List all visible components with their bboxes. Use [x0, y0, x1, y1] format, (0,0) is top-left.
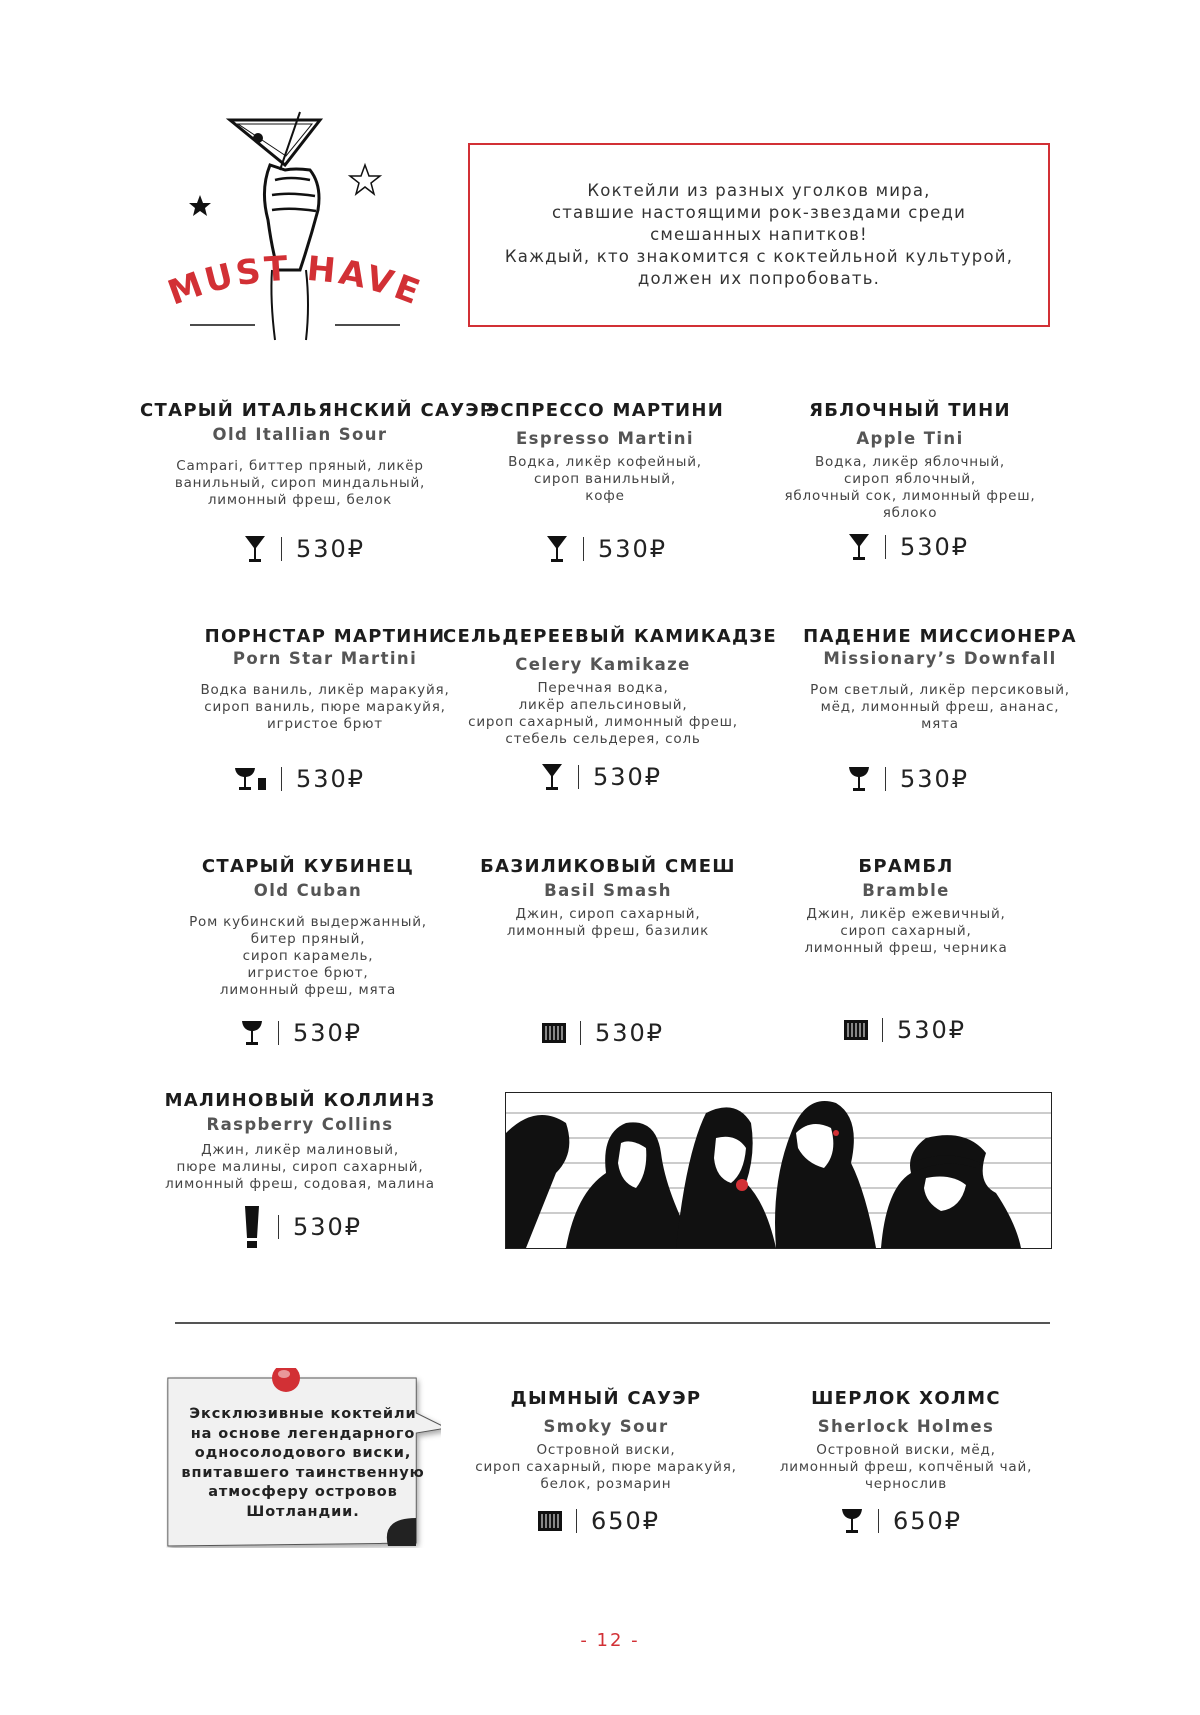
- svg-text:MUST HAVE: [163, 249, 428, 314]
- cocktail-name: ДЫМНЫЙ САУЭР: [510, 1388, 702, 1409]
- divider: [885, 767, 886, 791]
- price: 530₽: [293, 1213, 363, 1241]
- price-row: [838, 1504, 962, 1538]
- price-row: [845, 762, 969, 796]
- price-row: [845, 530, 969, 564]
- cocktail-item: [446, 1388, 766, 1493]
- price-row: [241, 532, 365, 566]
- divider: [882, 1018, 883, 1042]
- cocktail-name: БАЗИЛИКОВЫЙ СМЕШ: [480, 856, 736, 877]
- cocktail-name: БРАМБЛ: [858, 856, 954, 877]
- divider: [576, 1509, 577, 1533]
- price: 650₽: [591, 1507, 661, 1535]
- cocktail-item: [746, 1388, 1066, 1493]
- price-row: [842, 1013, 966, 1047]
- cocktail-ingredients: Перечная водка, ликёр апельсиновый, сироп сахарный, лимонный фреш, стебель сельдерея, соль: [468, 680, 738, 747]
- martini-glass-icon: [538, 762, 566, 792]
- divider: [281, 767, 282, 791]
- cocktail-name: ШЕРЛОК ХОЛМС: [811, 1388, 1001, 1409]
- logo-text: MUST HAVE: [162, 248, 428, 314]
- cocktail-ingredients: Островной виски, мёд, лимонный фреш, копчёный чай, чернослив: [779, 1442, 1033, 1492]
- cocktail-name: ЭСПРЕССО МАРТИНИ: [485, 400, 725, 421]
- price: 530₽: [593, 763, 663, 791]
- cocktail-name: МАЛИНОВЫЙ КОЛЛИНЗ: [164, 1090, 436, 1111]
- martini-glass-icon: [543, 534, 571, 564]
- cocktail-english-name: Old Itallian Sour: [212, 425, 388, 444]
- cocktail-name: СТАРЫЙ КУБИНЕЦ: [201, 856, 415, 877]
- cocktail-name: ПАДЕНИЕ МИССИОНЕРА: [803, 626, 1077, 647]
- cocktail-ingredients: Campari, биттер пряный, ликёр ванильный, сироп миндальный, лимонный фреш, белок: [174, 458, 426, 508]
- price: 530₽: [897, 1016, 967, 1044]
- cocktail-item: [140, 400, 495, 509]
- cocktail-item: [165, 626, 485, 733]
- price-row: [540, 1016, 664, 1050]
- cocktail-english-name: Espresso Martini: [516, 429, 694, 448]
- cocktail-item: [445, 400, 765, 505]
- divider: [578, 765, 579, 789]
- price-row: [536, 1504, 660, 1538]
- cocktail-english-name: Porn Star Martini: [232, 649, 418, 668]
- cocktail-ingredients: Ром кубинский выдержанный, битер пряный, сироп карамель, игристое брют, лимонный фреш, мята: [189, 914, 427, 998]
- cocktail-english-name: Bramble: [862, 881, 950, 900]
- price: 650₽: [893, 1507, 963, 1535]
- coupe-glass-icon: [238, 1018, 266, 1048]
- coupe-and-shot-icon: [233, 764, 269, 794]
- price: 530₽: [296, 765, 366, 793]
- cocktail-english-name: Smoky Sour: [543, 1417, 669, 1436]
- cocktail-english-name: Sherlock Holmes: [817, 1417, 995, 1436]
- divider: [281, 537, 282, 561]
- people-illustration: [505, 1092, 1052, 1249]
- divider: [580, 1021, 581, 1045]
- price: 530₽: [900, 765, 970, 793]
- martini-glass-icon: [845, 532, 873, 562]
- price-row: [238, 1205, 362, 1249]
- intro-text: Коктейли из разных уголков мира, ставшие настоящими рок-звездами среди смешанных напитков! Каждый, кто знакомится с коктейльной культурой, должен их попробовать.: [504, 181, 1014, 288]
- cocktail-name: СТАРЫЙ ИТАЛЬЯНСКИЙ САУЭР: [140, 400, 495, 421]
- divider: [878, 1509, 879, 1533]
- cocktail-english-name: Celery Kamikaze: [515, 655, 691, 674]
- cocktail-name: СЕЛЬДЕРЕЕВЫЙ КАМИКАДЗЕ: [443, 626, 777, 647]
- price: 530₽: [296, 535, 366, 563]
- rocks-glass-icon: [540, 1018, 568, 1048]
- divider: [278, 1215, 279, 1239]
- cocktail-english-name: Missionary’s Downfall: [823, 649, 1057, 668]
- cocktail-name: ПОРНСТАР МАРТИНИ: [204, 626, 446, 647]
- price-row: [538, 760, 662, 794]
- cocktail-ingredients: Джин, ликёр ежевичный, сироп сахарный, лимонный фреш, черника: [804, 906, 1008, 956]
- page-number: - 12 -: [580, 1630, 640, 1651]
- cocktail-english-name: Old Cuban: [253, 881, 363, 900]
- martini-glass-icon: [241, 534, 269, 564]
- cocktail-ingredients: Водка, ликёр кофейный, сироп ванильный, кофе: [508, 454, 702, 504]
- rocks-glass-icon: [536, 1506, 564, 1536]
- cocktail-item: [746, 856, 1066, 957]
- cocktail-item: [443, 626, 777, 748]
- cocktail-item: [750, 400, 1070, 522]
- cocktail-ingredients: Ром светлый, ликёр персиковый, мёд, лимонный фреш, ананас, мята: [810, 682, 1070, 732]
- section-divider: [175, 1322, 1050, 1324]
- note-text: Эксклюзивные коктейли на основе легендарного односолодового виски, впитавшего таинственную атмосферу островов Шотландии.: [181, 1406, 425, 1520]
- cocktail-ingredients: Водка ваниль, ликёр маракуйя, сироп ваниль, пюре маракуйя, игристое брют: [200, 682, 450, 732]
- cocktail-ingredients: Джин, сироп сахарный, лимонный фреш, базилик: [506, 906, 710, 939]
- price: 530₽: [293, 1019, 363, 1047]
- cocktail-item: [780, 626, 1100, 733]
- cocktail-english-name: Basil Smash: [544, 881, 672, 900]
- cocktail-ingredients: Островной виски, сироп сахарный, пюре маракуйя, белок, розмарин: [475, 1442, 737, 1492]
- cocktail-name: ЯБЛОЧНЫЙ ТИНИ: [809, 400, 1011, 421]
- price: 530₽: [900, 533, 970, 561]
- price: 530₽: [595, 1019, 665, 1047]
- cocktail-item: [140, 1090, 460, 1193]
- intro-box: [468, 143, 1050, 327]
- price-row: [543, 532, 667, 566]
- divider: [583, 537, 584, 561]
- price-row: [238, 1016, 362, 1050]
- cocktail-ingredients: Водка, ликёр яблочный, сироп яблочный, яблочный сок, лимонный фреш, яблоко: [784, 454, 1036, 521]
- cocktail-item: [448, 856, 768, 940]
- price: 530₽: [598, 535, 668, 563]
- coupe-glass-icon: [838, 1506, 866, 1536]
- cocktail-ingredients: Джин, ликёр малиновый, пюре малины, сироп сахарный, лимонный фреш, содовая, малина: [165, 1142, 435, 1192]
- divider: [278, 1021, 279, 1045]
- rocks-glass-icon: [842, 1015, 870, 1045]
- divider: [885, 535, 886, 559]
- highball-glass-icon: [238, 1205, 266, 1249]
- price-row: [233, 762, 365, 796]
- must-have-logo: [160, 110, 430, 350]
- cocktail-item: [148, 856, 468, 999]
- cocktail-english-name: Raspberry Collins: [206, 1115, 394, 1134]
- cocktail-english-name: Apple Tini: [856, 429, 964, 448]
- coupe-glass-icon: [845, 764, 873, 794]
